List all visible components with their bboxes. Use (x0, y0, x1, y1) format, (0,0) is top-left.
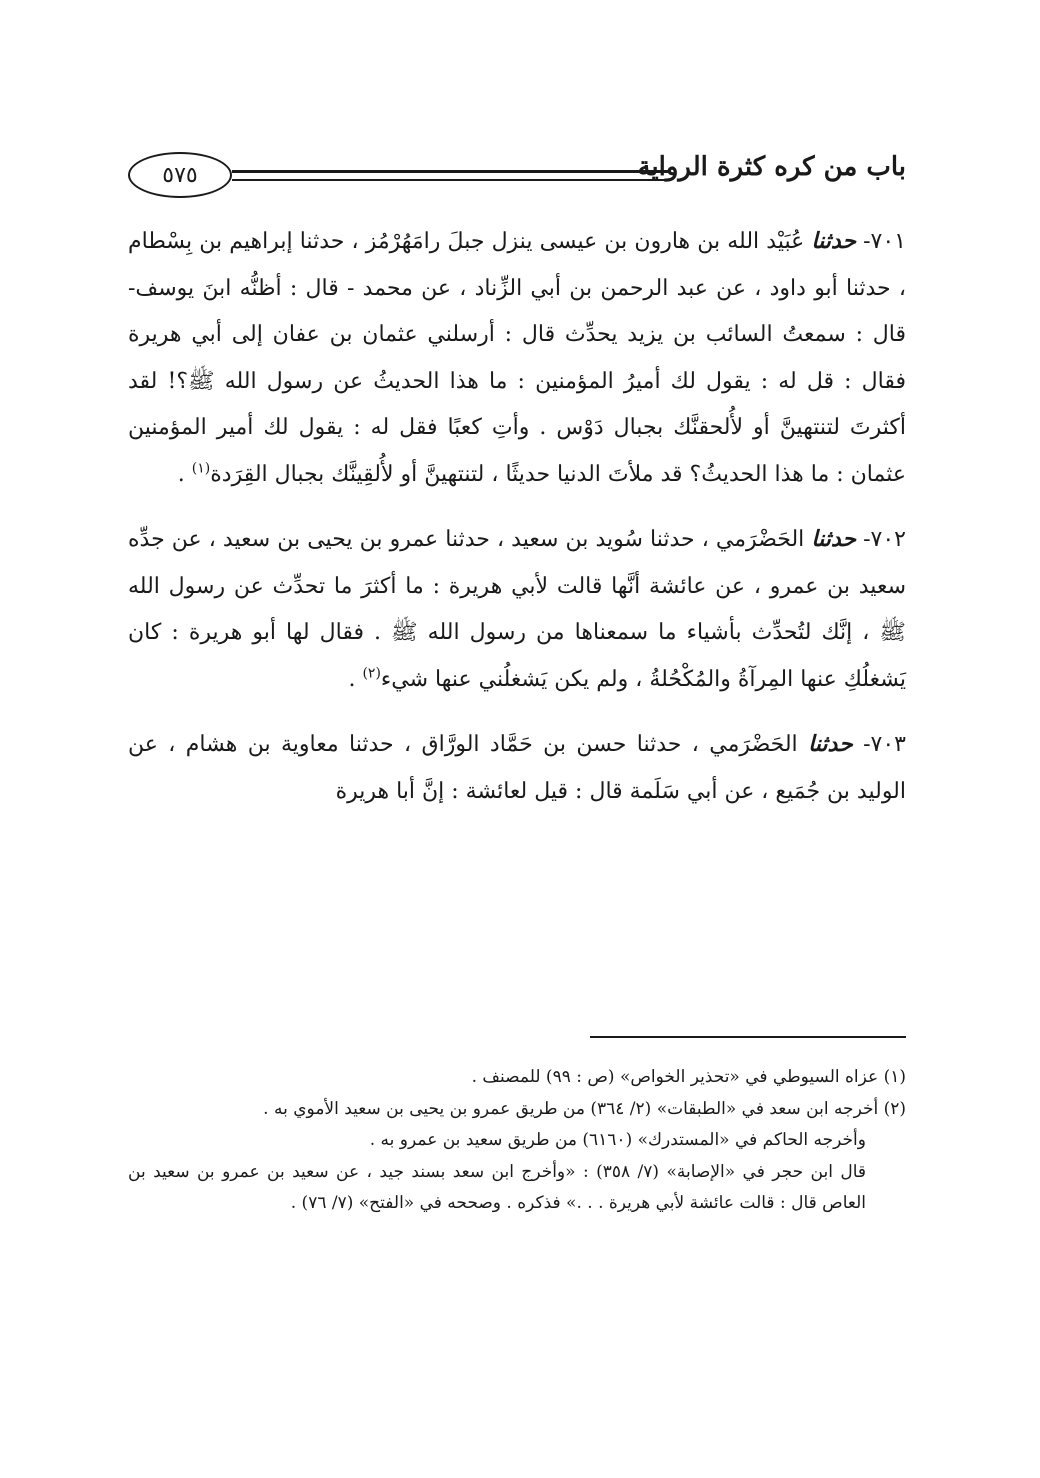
footnote-1: (١) عزاه السيوطي في «تحذير الخواص» (ص : ٩٩) للمصنف . (471, 1067, 906, 1087)
hadith-number: ٧٠٢- (863, 527, 906, 552)
page-number-badge (128, 152, 232, 198)
footnote-ref[interactable]: (٢) (362, 665, 381, 682)
footnote-divider (590, 1036, 906, 1038)
hadith-lead: حدثنا (808, 731, 853, 757)
page-number: ٥٧٥ (162, 162, 198, 188)
hadith-tail: . (177, 461, 192, 487)
footnote-2-continuation: وأخرجه الحاكم في «المستدرك» (٦١٦٠) من طريق سعيد بن عمرو به . (369, 1130, 866, 1150)
hadith-number: ٧٠٣- (863, 732, 906, 757)
main-text (128, 218, 906, 815)
footnote-2: (٢) أخرجه ابن سعد في «الطبقات» (٢/ ٣٦٤) من طريق عمرو بن يحيى بن سعيد الأموي به . (263, 1098, 906, 1119)
header-rule (232, 170, 668, 173)
footnote-ref[interactable]: (١) (191, 460, 211, 477)
hadith-text: الحَضْرَمي ، حدثنا سُويد بن سعيد ، حدثنا عمرو بن يحيى بن سعيد ، عن جدِّه سعيد بن عمرو ، عن عائشة أنَّها قالت لأبي هريرة : ما أكثرَ ما تحدِّث عن رسول الله ﷺ ، إنَّك لتُحدِّث بأشياء ما سمعناها من رسول الله ﷺ . فقال لها أبو هريرة : كان يَشغلُكِ عنها المِرآةُ والمُكْحُلةُ ، ولم يكن يَشغلُني عنها شيء (128, 527, 906, 692)
hadith-lead: حدثنا (811, 228, 856, 254)
header-rule (232, 179, 668, 181)
chapter-title: باب من كره كثرة الرواية (637, 152, 906, 182)
page-header (128, 150, 906, 208)
footnote-2-continuation: قال ابن حجر في «الإصابة» (٧/ ٣٥٨) : «وأخرج ابن سعد بسند جيد ، عن سعيد بن عمرو بن سعيد بن العاص قال : قالت عائشة لأبي هريرة . . .» فذكره . وصححه في «الفتح» (٧/ ٧٦) . (128, 1161, 866, 1213)
hadith-tail: . (348, 666, 363, 692)
hadith-text: عُبَيْد الله بن هارون بن عيسى ينزل جبلَ رامَهُرْمُز ، حدثنا إبراهيم بن بِسْطام ، حدثنا أبو داود ، عن عبد الرحمن بن أبي الزِّناد ، عن محمد - قال : أظنُّه ابنَ يوسف- قال : سمعتُ السائب بن يزيد يحدِّث قال : أرسلني عثمان بن عفان إلى أبي هريرة فقال : قل له : يقول لك أميرُ المؤمنين : ما هذا الحديثُ عن رسول الله ﷺ؟! لقد أكثرتَ لتنتهينَّ أو لأُلحقنَّك بجبال دَوْس . وأتِ كعبًا فقل له : يقول لك أمير المؤمنين عثمان : ما هذا الحديثُ؟ قد ملأتَ الدنيا حديثًا ، لتنتهينَّ أو لأُلقِينَّك بجبال القِرَدة (128, 229, 906, 487)
footnotes (128, 1062, 906, 1220)
hadith-number: ٧٠١- (863, 229, 906, 254)
hadith-paragraph (128, 516, 906, 703)
hadith-paragraph (128, 721, 906, 815)
hadith-lead: حدثنا (811, 526, 857, 552)
hadith-text: الحَضْرَمي ، حدثنا حسن بن حَمَّاد الورَّاق ، حدثنا معاوية بن هشام ، عن الوليد بن جُمَيع ، عن أبي سَلَمة قال : قيل لعائشة : إنَّ أبا هريرة (128, 732, 906, 804)
hadith-paragraph (128, 218, 906, 498)
